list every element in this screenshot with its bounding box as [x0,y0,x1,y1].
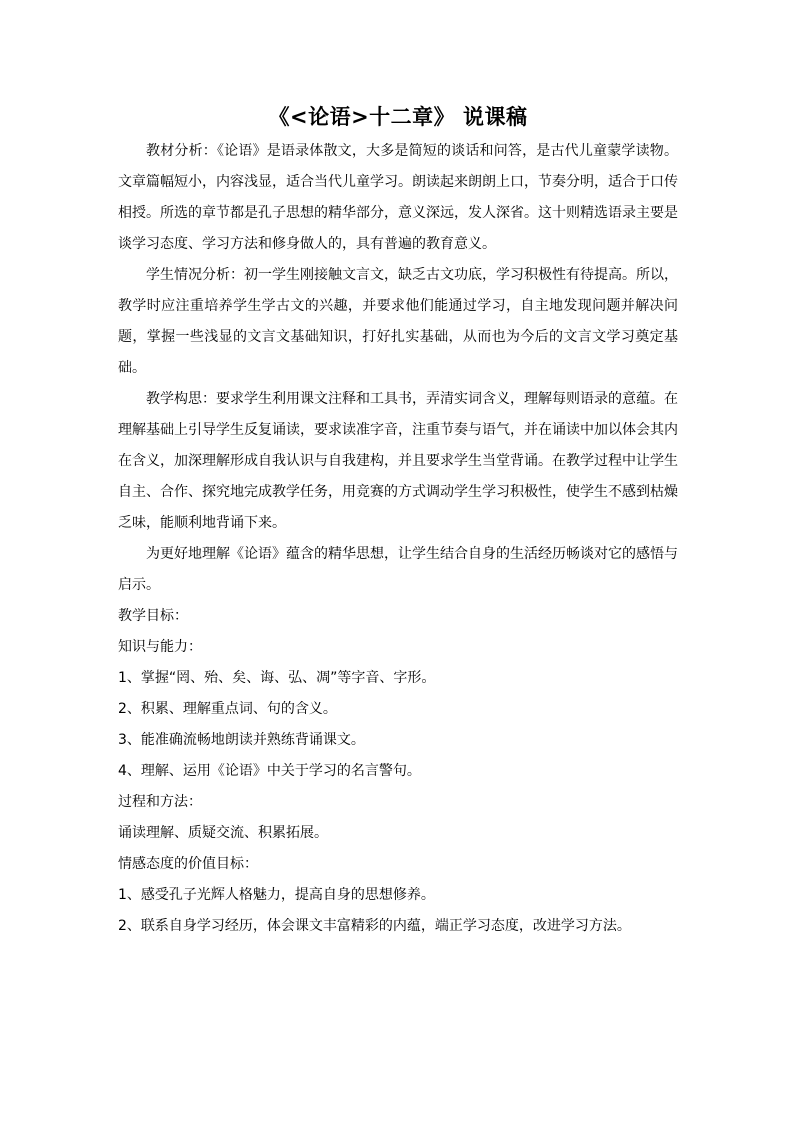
document-title: 《<论语>十二章》 说课稿 [268,105,528,129]
teaching-goals-heading: 教学目标： [118,608,188,624]
knowledge-heading: 知识与能力： [118,639,202,655]
knowledge-item: 3、能准确流畅地朗读并熟练背诵课文。 [118,732,365,748]
emotion-heading: 情感态度的价值目标： [118,856,258,872]
knowledge-item: 1、掌握“罔、殆、矣、诲、弘、凋”等字音、字形。 [118,670,436,686]
process-heading: 过程和方法： [118,794,202,810]
paragraph-student-analysis: 学生情况分析：初一学生刚接触文言文，缺乏古文功底，学习积极性有待提高。所以，教学时应注重培养学生学古文的兴趣，并要求他们能通过学习，自主地发现问题并解决问题，掌握一些浅显的文言文基础知识，打好扎实基础，从而也为今后的文言文学习奠定基础。 [118,267,678,376]
knowledge-item: 2、积累、理解重点词、句的含义。 [118,701,337,717]
paragraph-teaching-concept: 教学构思：要求学生利用课文注释和工具书，弄清实词含义，理解每则语录的意蕴。在理解基础上引导学生反复诵读，要求读准字音，注重节奏与语气，并在诵读中加以体会其内在含义，加深理解形成自我认识与自我建构，并且要求学生当堂背诵。在教学过程中让学生自主、合作、探究地完成教学任务，用竞赛的方式调动学生学习积极性，使学生不感到枯燥乏味，能顺利地背诵下来。 [118,391,678,531]
emotion-item: 2、联系自身学习经历，体会课文丰富精彩的内蕴，端正学习态度，改进学习方法。 [118,918,631,934]
emotion-item: 1、感受孔子光辉人格魅力，提高自身的思想修养。 [118,887,435,903]
process-text: 诵读理解、质疑交流、积累拓展。 [118,825,328,841]
paragraph-understanding: 为更好地理解《论语》蕴含的精华思想，让学生结合自身的生活经历畅谈对它的感悟与启示。 [118,546,678,593]
knowledge-item: 4、理解、运用《论语》中关于学习的名言警句。 [118,763,421,779]
document-page [118,100,678,942]
paragraph-textbook-analysis: 教材分析：《论语》是语录体散文，大多是简短的谈话和问答，是古代儿童蒙学读物。文章篇幅短小，内容浅显，适合当代儿童学习。朗读起来朗朗上口，节奏分明，适合于口传相授。所选的章节都是孔子思想的精华部分，意义深远，发人深省。这十则精选语录主要是谈学习态度、学习方法和修身做人的，具有普遍的教育意义。 [118,143,678,252]
